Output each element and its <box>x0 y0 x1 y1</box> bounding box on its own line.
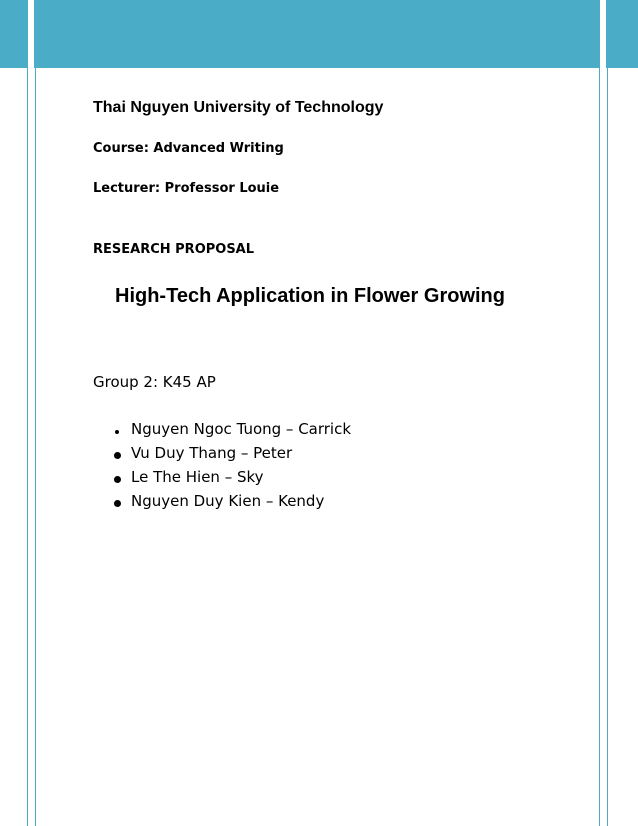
member-name: Le The Hien – Sky <box>131 468 264 486</box>
member-name: Nguyen Duy Kien – Kendy <box>131 492 325 510</box>
group-name: Group 2: K45 AP <box>93 373 216 391</box>
bullet-icon <box>114 476 121 483</box>
frame-line-left-outer <box>27 0 28 826</box>
bullet-icon <box>115 430 119 434</box>
header-band <box>0 0 638 68</box>
member-name: Vu Duy Thang – Peter <box>131 444 293 462</box>
course-name: Course: Advanced Writing <box>93 141 284 156</box>
proposal-title: High-Tech Application in Flower Growing <box>115 285 505 307</box>
member-name: Nguyen Ngoc Tuong – Carrick <box>131 420 352 438</box>
frame-line-left-inner <box>35 0 36 826</box>
proposal-label: RESEARCH PROPOSAL <box>93 242 255 257</box>
frame-line-right-outer <box>607 0 608 826</box>
header-band-gap-left <box>28 0 34 68</box>
frame-line-right-inner <box>599 0 600 826</box>
bullet-icon <box>114 500 121 507</box>
lecturer-name: Lecturer: Professor Louie <box>93 181 280 196</box>
bullet-icon <box>114 452 121 459</box>
university-name: Thai Nguyen University of Technology <box>93 99 384 116</box>
header-band-gap-right <box>600 0 606 68</box>
